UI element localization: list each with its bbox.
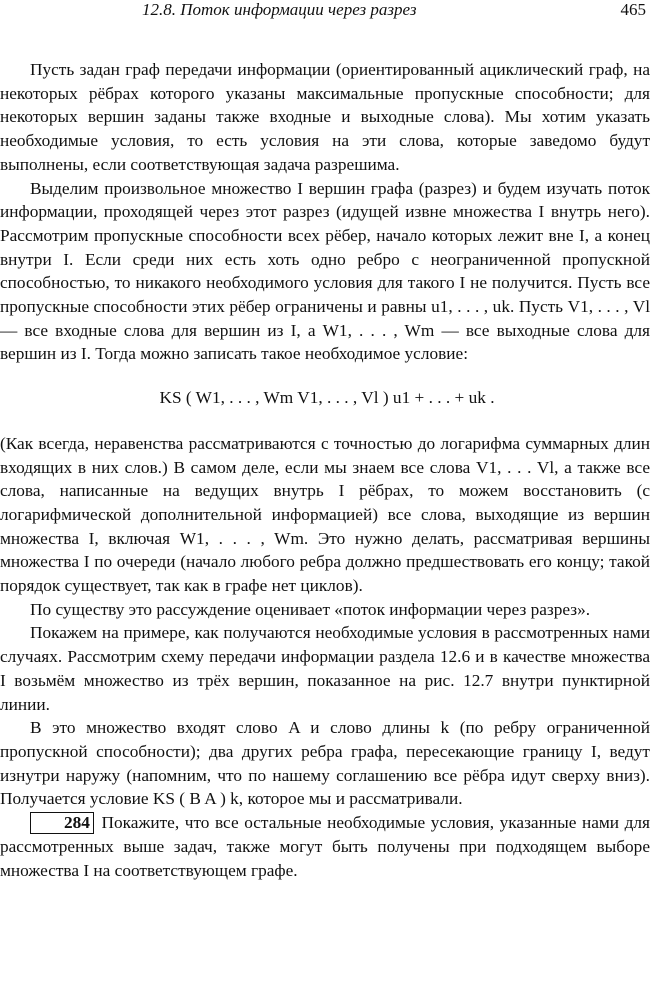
page-number: 465 [620,0,646,19]
paragraph-1: Пусть задан граф передачи информации (ориентированный ациклический граф, на некоторых рёбрах которого указаны максимальные пропускные способности; для некоторых вершин заданы также входные и выходные слова). Мы хотим указать необходимые условия, то есть условия на эти слова, которые заведомо будут выполнены, если соответствующая задача разрешима. [0,60,650,174]
page-body [0,58,650,882]
problem-number-box: 284 [30,812,94,834]
display-formula: KS ( W1, . . . , Wm V1, . . . , Vl ) u1 + . . . + uk . [159,388,495,408]
running-header [0,0,652,26]
paragraph-4: По существу это рассуждение оценивает «поток информации через разрез». [30,599,591,619]
paragraph-5: Покажем на примере, как получаются необходимые условия в рассмотренных нами случаях. Рассмотрим схему передачи информации раздела 12.6 и в качестве множества I возьмём множество из трёх вершин, показанное на рис. 12.7 внутри пунктирной линии. [0,623,650,714]
paragraph-2: Выделим произвольное множество I вершин графа (разрез) и будем изучать поток информации, проходящей через этот разрез (идущей извне множества I внутрь него). Рассмотрим пропускные способности всех рёбер, начало которых лежит вне I, а конец внутри I. Если среди них есть хоть одно ребро с неограниченной пропускной способностью, то никакого необходимого условия для такого I не получится. Пусть все пропускные способности этих рёбер ограничены и равны u1, . . . , uk. Пусть V1, . . . , Vl — все входные слова для вершин из I, а W1, . . . , Wm — все выходные слова для вершин из I. Тогда можно записать такое необходимое условие: [0,178,650,364]
paragraph-6: В это множество входят слово A и слово длины k (по ребру ограниченной пропускной способности); два других ребра графа, пересекающие границу I, ведут изнутри наружу (напомним, что по нашему соглашению все рёбра идут сверху вниз). Получается условие KS ( B A ) k, которое мы и рассматривали. [0,718,650,809]
paragraph-3: (Как всегда, неравенства рассматриваются с точностью до логарифма суммарных длин входящих в них слов.) В самом деле, если мы знаем все слова V1, . . . Vl, а также все слова, написанные на ведущих внутрь I рёбрах, то можем восстановить (с логарифмической дополнительной информацией) все слова, выходящие из вершин множества I, включая W1, . . . , Wm. Это нужно делать, рассматривая вершины множества I по очереди (начало любого ребра должно предшествовать его концу; такой порядок существует, так как в графе нет циклов). [0,433,650,596]
problem-paragraph [0,811,650,882]
section-title: 12.8. Поток информации через разрез [142,0,417,19]
problem-text: Покажите, что все остальные необходимые условия, указанные нами для рассмотренных выше задач, также могут быть получены при подходящем выборе множества I на соответствующем графе. [0,813,650,880]
